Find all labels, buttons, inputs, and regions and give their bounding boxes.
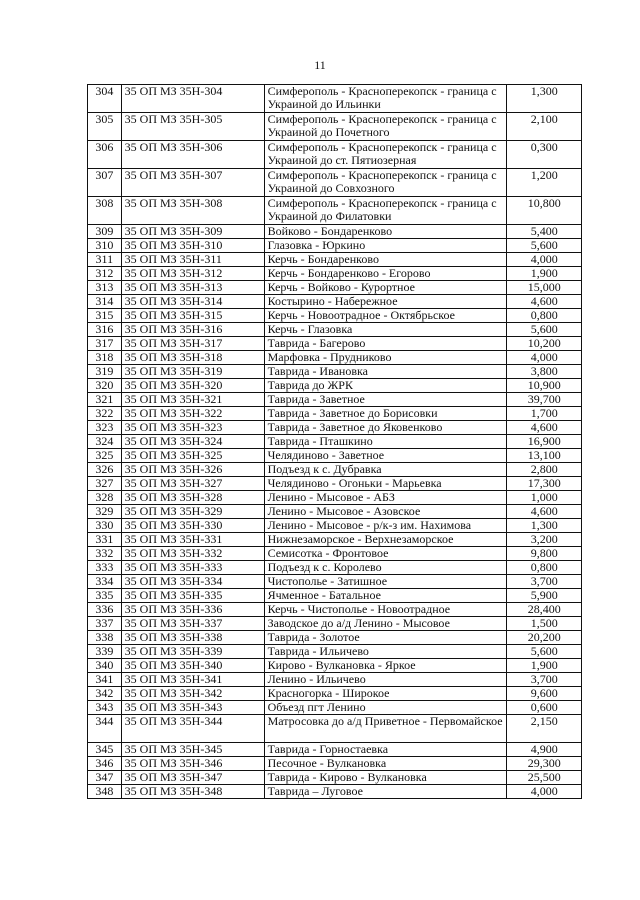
road-length-cell: 15,000 [507, 281, 582, 295]
road-name-cell: Челядиново - Огоньки - Марьевка [264, 477, 507, 491]
road-length-cell: 39,700 [507, 393, 582, 407]
table-row [88, 491, 582, 505]
row-number-cell: 320 [88, 379, 122, 393]
row-number-cell: 322 [88, 407, 122, 421]
table-row [88, 351, 582, 365]
row-number-cell: 345 [88, 743, 122, 757]
road-length-cell: 10,800 [507, 197, 582, 225]
road-length-cell: 16,900 [507, 435, 582, 449]
table-row [88, 407, 582, 421]
road-code-cell: 35 ОП МЗ 35Н-311 [121, 253, 264, 267]
road-code-cell: 35 ОП МЗ 35Н-341 [121, 673, 264, 687]
row-number-cell: 343 [88, 701, 122, 715]
row-number-cell: 315 [88, 309, 122, 323]
road-code-cell: 35 ОП МЗ 35Н-346 [121, 757, 264, 771]
road-length-cell: 2,150 [507, 715, 582, 743]
road-code-cell: 35 ОП МЗ 35Н-336 [121, 603, 264, 617]
row-number-cell: 336 [88, 603, 122, 617]
table-row [88, 701, 582, 715]
roads-table [87, 84, 582, 799]
table-row [88, 575, 582, 589]
table-row [88, 239, 582, 253]
table-row [88, 281, 582, 295]
road-code-cell: 35 ОП МЗ 35Н-345 [121, 743, 264, 757]
table-row [88, 673, 582, 687]
table-row [88, 743, 582, 757]
road-length-cell: 5,600 [507, 323, 582, 337]
table-row [88, 463, 582, 477]
row-number-cell: 348 [88, 785, 122, 799]
road-name-cell: Костырино - Набережное [264, 295, 507, 309]
road-length-cell: 3,200 [507, 533, 582, 547]
table-row [88, 785, 582, 799]
road-name-cell: Челядиново - Заветное [264, 449, 507, 463]
road-length-cell: 5,600 [507, 645, 582, 659]
road-code-cell: 35 ОП МЗ 35Н-308 [121, 197, 264, 225]
table-row [88, 603, 582, 617]
row-number-cell: 309 [88, 225, 122, 239]
road-code-cell: 35 ОП МЗ 35Н-337 [121, 617, 264, 631]
road-name-cell: Симферополь - Красноперекопск - граница с Украиной до Филатовки [264, 197, 507, 225]
road-name-cell: Кирово - Вулкановка - Яркое [264, 659, 507, 673]
table-row [88, 197, 582, 225]
road-name-cell: Нижнезаморское - Верхнезаморское [264, 533, 507, 547]
table-row [88, 715, 582, 743]
road-name-cell: Керчь - Бондаренково - Егорово [264, 267, 507, 281]
road-length-cell: 0,800 [507, 561, 582, 575]
road-code-cell: 35 ОП МЗ 35Н-323 [121, 421, 264, 435]
page-number: 11 [314, 58, 326, 72]
road-length-cell: 0,300 [507, 141, 582, 169]
road-name-cell: Ленино - Ильичево [264, 673, 507, 687]
road-length-cell: 1,700 [507, 407, 582, 421]
road-length-cell: 3,700 [507, 673, 582, 687]
road-code-cell: 35 ОП МЗ 35Н-330 [121, 519, 264, 533]
road-name-cell: Симферополь - Красноперекопск - граница с Украиной до ст. Пятиозерная [264, 141, 507, 169]
road-name-cell: Марфовка - Прудниково [264, 351, 507, 365]
table-row [88, 617, 582, 631]
table-row [88, 449, 582, 463]
row-number-cell: 329 [88, 505, 122, 519]
road-length-cell: 17,300 [507, 477, 582, 491]
road-name-cell: Глазовка - Юркино [264, 239, 507, 253]
road-name-cell: Таврида - Заветное [264, 393, 507, 407]
row-number-cell: 318 [88, 351, 122, 365]
road-length-cell: 20,200 [507, 631, 582, 645]
row-number-cell: 313 [88, 281, 122, 295]
road-code-cell: 35 ОП МЗ 35Н-315 [121, 309, 264, 323]
row-number-cell: 325 [88, 449, 122, 463]
road-name-cell: Таврида до ЖРК [264, 379, 507, 393]
road-code-cell: 35 ОП МЗ 35Н-325 [121, 449, 264, 463]
road-code-cell: 35 ОП МЗ 35Н-318 [121, 351, 264, 365]
row-number-cell: 339 [88, 645, 122, 659]
road-code-cell: 35 ОП МЗ 35Н-319 [121, 365, 264, 379]
table-row [88, 631, 582, 645]
table-row [88, 323, 582, 337]
road-code-cell: 35 ОП МЗ 35Н-327 [121, 477, 264, 491]
row-number-cell: 337 [88, 617, 122, 631]
road-name-cell: Керчь - Новоотрадное - Октябрьское [264, 309, 507, 323]
row-number-cell: 324 [88, 435, 122, 449]
road-code-cell: 35 ОП МЗ 35Н-312 [121, 267, 264, 281]
road-code-cell: 35 ОП МЗ 35Н-348 [121, 785, 264, 799]
road-name-cell: Чистополье - Затишное [264, 575, 507, 589]
road-code-cell: 35 ОП МЗ 35Н-334 [121, 575, 264, 589]
road-length-cell: 4,900 [507, 743, 582, 757]
road-code-cell: 35 ОП МЗ 35Н-324 [121, 435, 264, 449]
road-length-cell: 4,000 [507, 351, 582, 365]
road-code-cell: 35 ОП МЗ 35Н-339 [121, 645, 264, 659]
table-row [88, 141, 582, 169]
row-number-cell: 317 [88, 337, 122, 351]
row-number-cell: 332 [88, 547, 122, 561]
road-code-cell: 35 ОП МЗ 35Н-333 [121, 561, 264, 575]
row-number-cell: 338 [88, 631, 122, 645]
road-code-cell: 35 ОП МЗ 35Н-310 [121, 239, 264, 253]
road-name-cell: Подъезд к с. Королево [264, 561, 507, 575]
table-row [88, 365, 582, 379]
road-length-cell: 1,300 [507, 519, 582, 533]
row-number-cell: 326 [88, 463, 122, 477]
road-code-cell: 35 ОП МЗ 35Н-326 [121, 463, 264, 477]
road-name-cell: Таврида - Кирово - Вулкановка [264, 771, 507, 785]
road-length-cell: 1,300 [507, 85, 582, 113]
row-number-cell: 304 [88, 85, 122, 113]
row-number-cell: 311 [88, 253, 122, 267]
road-code-cell: 35 ОП МЗ 35Н-331 [121, 533, 264, 547]
table-row [88, 295, 582, 309]
road-length-cell: 5,600 [507, 239, 582, 253]
table-row [88, 505, 582, 519]
road-name-cell: Ячменное - Батальное [264, 589, 507, 603]
road-name-cell: Ленино - Мысовое - р/к-з им. Нахимова [264, 519, 507, 533]
table-row [88, 589, 582, 603]
road-name-cell: Керчь - Бондаренково [264, 253, 507, 267]
road-code-cell: 35 ОП МЗ 35Н-306 [121, 141, 264, 169]
road-code-cell: 35 ОП МЗ 35Н-332 [121, 547, 264, 561]
road-length-cell: 4,000 [507, 253, 582, 267]
road-code-cell: 35 ОП МЗ 35Н-328 [121, 491, 264, 505]
road-name-cell: Таврида - Заветное до Яковенково [264, 421, 507, 435]
table-row [88, 253, 582, 267]
table-row [88, 659, 582, 673]
row-number-cell: 307 [88, 169, 122, 197]
road-name-cell: Красногорка - Широкое [264, 687, 507, 701]
road-code-cell: 35 ОП МЗ 35Н-313 [121, 281, 264, 295]
row-number-cell: 314 [88, 295, 122, 309]
road-name-cell: Симферополь - Красноперекопск - граница с Украиной до Почетного [264, 113, 507, 141]
table-row [88, 225, 582, 239]
road-length-cell: 5,900 [507, 589, 582, 603]
row-number-cell: 347 [88, 771, 122, 785]
row-number-cell: 328 [88, 491, 122, 505]
road-length-cell: 1,500 [507, 617, 582, 631]
road-name-cell: Песочное - Вулкановка [264, 757, 507, 771]
row-number-cell: 319 [88, 365, 122, 379]
table-row [88, 645, 582, 659]
road-name-cell: Войково - Бондаренково [264, 225, 507, 239]
road-code-cell: 35 ОП МЗ 35Н-344 [121, 715, 264, 743]
road-code-cell: 35 ОП МЗ 35Н-314 [121, 295, 264, 309]
road-name-cell: Объезд пгт Ленино [264, 701, 507, 715]
row-number-cell: 312 [88, 267, 122, 281]
row-number-cell: 340 [88, 659, 122, 673]
road-code-cell: 35 ОП МЗ 35Н-322 [121, 407, 264, 421]
road-name-cell: Ленино - Мысовое - АБЗ [264, 491, 507, 505]
road-code-cell: 35 ОП МЗ 35Н-329 [121, 505, 264, 519]
road-name-cell: Ленино - Мысовое - Азовское [264, 505, 507, 519]
table-row [88, 757, 582, 771]
road-length-cell: 10,200 [507, 337, 582, 351]
road-length-cell: 5,400 [507, 225, 582, 239]
road-name-cell: Таврида - Ивановка [264, 365, 507, 379]
road-length-cell: 1,900 [507, 659, 582, 673]
road-name-cell: Таврида - Горностаевка [264, 743, 507, 757]
row-number-cell: 346 [88, 757, 122, 771]
table-row [88, 687, 582, 701]
road-code-cell: 35 ОП МЗ 35Н-317 [121, 337, 264, 351]
road-name-cell: Керчь - Войково - Курортное [264, 281, 507, 295]
road-length-cell: 10,900 [507, 379, 582, 393]
road-length-cell: 9,600 [507, 687, 582, 701]
road-length-cell: 28,400 [507, 603, 582, 617]
table-row [88, 435, 582, 449]
road-code-cell: 35 ОП МЗ 35Н-343 [121, 701, 264, 715]
table-row [88, 113, 582, 141]
road-code-cell: 35 ОП МЗ 35Н-338 [121, 631, 264, 645]
table-row [88, 519, 582, 533]
row-number-cell: 327 [88, 477, 122, 491]
road-length-cell: 1,900 [507, 267, 582, 281]
road-name-cell: Подъезд к с. Дубравка [264, 463, 507, 477]
road-code-cell: 35 ОП МЗ 35Н-320 [121, 379, 264, 393]
table-row [88, 309, 582, 323]
table-row [88, 421, 582, 435]
row-number-cell: 316 [88, 323, 122, 337]
table-row [88, 169, 582, 197]
road-code-cell: 35 ОП МЗ 35Н-309 [121, 225, 264, 239]
row-number-cell: 308 [88, 197, 122, 225]
table-row [88, 547, 582, 561]
table-row [88, 533, 582, 547]
road-code-cell: 35 ОП МЗ 35Н-304 [121, 85, 264, 113]
road-length-cell: 1,000 [507, 491, 582, 505]
road-name-cell: Керчь - Чистополье - Новоотрадное [264, 603, 507, 617]
table-row [88, 771, 582, 785]
road-length-cell: 9,800 [507, 547, 582, 561]
road-name-cell: Матросовка до а/д Приветное - Первомайское [264, 715, 507, 743]
road-length-cell: 25,500 [507, 771, 582, 785]
road-name-cell: Таврида - Багерово [264, 337, 507, 351]
road-name-cell: Таврида - Пташкино [264, 435, 507, 449]
road-length-cell: 1,200 [507, 169, 582, 197]
road-length-cell: 3,800 [507, 365, 582, 379]
road-length-cell: 3,700 [507, 575, 582, 589]
road-length-cell: 2,100 [507, 113, 582, 141]
row-number-cell: 305 [88, 113, 122, 141]
road-code-cell: 35 ОП МЗ 35Н-316 [121, 323, 264, 337]
road-code-cell: 35 ОП МЗ 35Н-347 [121, 771, 264, 785]
road-length-cell: 13,100 [507, 449, 582, 463]
row-number-cell: 306 [88, 141, 122, 169]
road-length-cell: 4,600 [507, 295, 582, 309]
road-length-cell: 2,800 [507, 463, 582, 477]
table-row [88, 379, 582, 393]
road-length-cell: 0,600 [507, 701, 582, 715]
road-name-cell: Семисотка - Фронтовое [264, 547, 507, 561]
table-row [88, 477, 582, 491]
table-row [88, 337, 582, 351]
road-name-cell: Заводское до а/д Ленино - Мысовое [264, 617, 507, 631]
road-length-cell: 4,000 [507, 785, 582, 799]
row-number-cell: 323 [88, 421, 122, 435]
road-code-cell: 35 ОП МЗ 35Н-342 [121, 687, 264, 701]
road-name-cell: Таврида - Заветное до Борисовки [264, 407, 507, 421]
road-name-cell: Керчь - Глазовка [264, 323, 507, 337]
road-length-cell: 29,300 [507, 757, 582, 771]
table-row [88, 393, 582, 407]
table-row [88, 267, 582, 281]
road-length-cell: 4,600 [507, 505, 582, 519]
road-name-cell: Таврида – Луговое [264, 785, 507, 799]
road-name-cell: Таврида - Ильичево [264, 645, 507, 659]
table-row [88, 85, 582, 113]
table-row [88, 561, 582, 575]
row-number-cell: 310 [88, 239, 122, 253]
row-number-cell: 333 [88, 561, 122, 575]
row-number-cell: 321 [88, 393, 122, 407]
row-number-cell: 335 [88, 589, 122, 603]
road-name-cell: Симферополь - Красноперекопск - граница с Украиной до Совхозного [264, 169, 507, 197]
road-length-cell: 0,800 [507, 309, 582, 323]
road-name-cell: Таврида - Золотое [264, 631, 507, 645]
row-number-cell: 331 [88, 533, 122, 547]
road-code-cell: 35 ОП МЗ 35Н-321 [121, 393, 264, 407]
row-number-cell: 330 [88, 519, 122, 533]
road-length-cell: 4,600 [507, 421, 582, 435]
row-number-cell: 344 [88, 715, 122, 743]
road-code-cell: 35 ОП МЗ 35Н-335 [121, 589, 264, 603]
road-code-cell: 35 ОП МЗ 35Н-305 [121, 113, 264, 141]
road-code-cell: 35 ОП МЗ 35Н-340 [121, 659, 264, 673]
row-number-cell: 334 [88, 575, 122, 589]
road-code-cell: 35 ОП МЗ 35Н-307 [121, 169, 264, 197]
road-name-cell: Симферополь - Красноперекопск - граница с Украиной до Ильинки [264, 85, 507, 113]
row-number-cell: 341 [88, 673, 122, 687]
row-number-cell: 342 [88, 687, 122, 701]
roads-table-body [88, 85, 582, 799]
